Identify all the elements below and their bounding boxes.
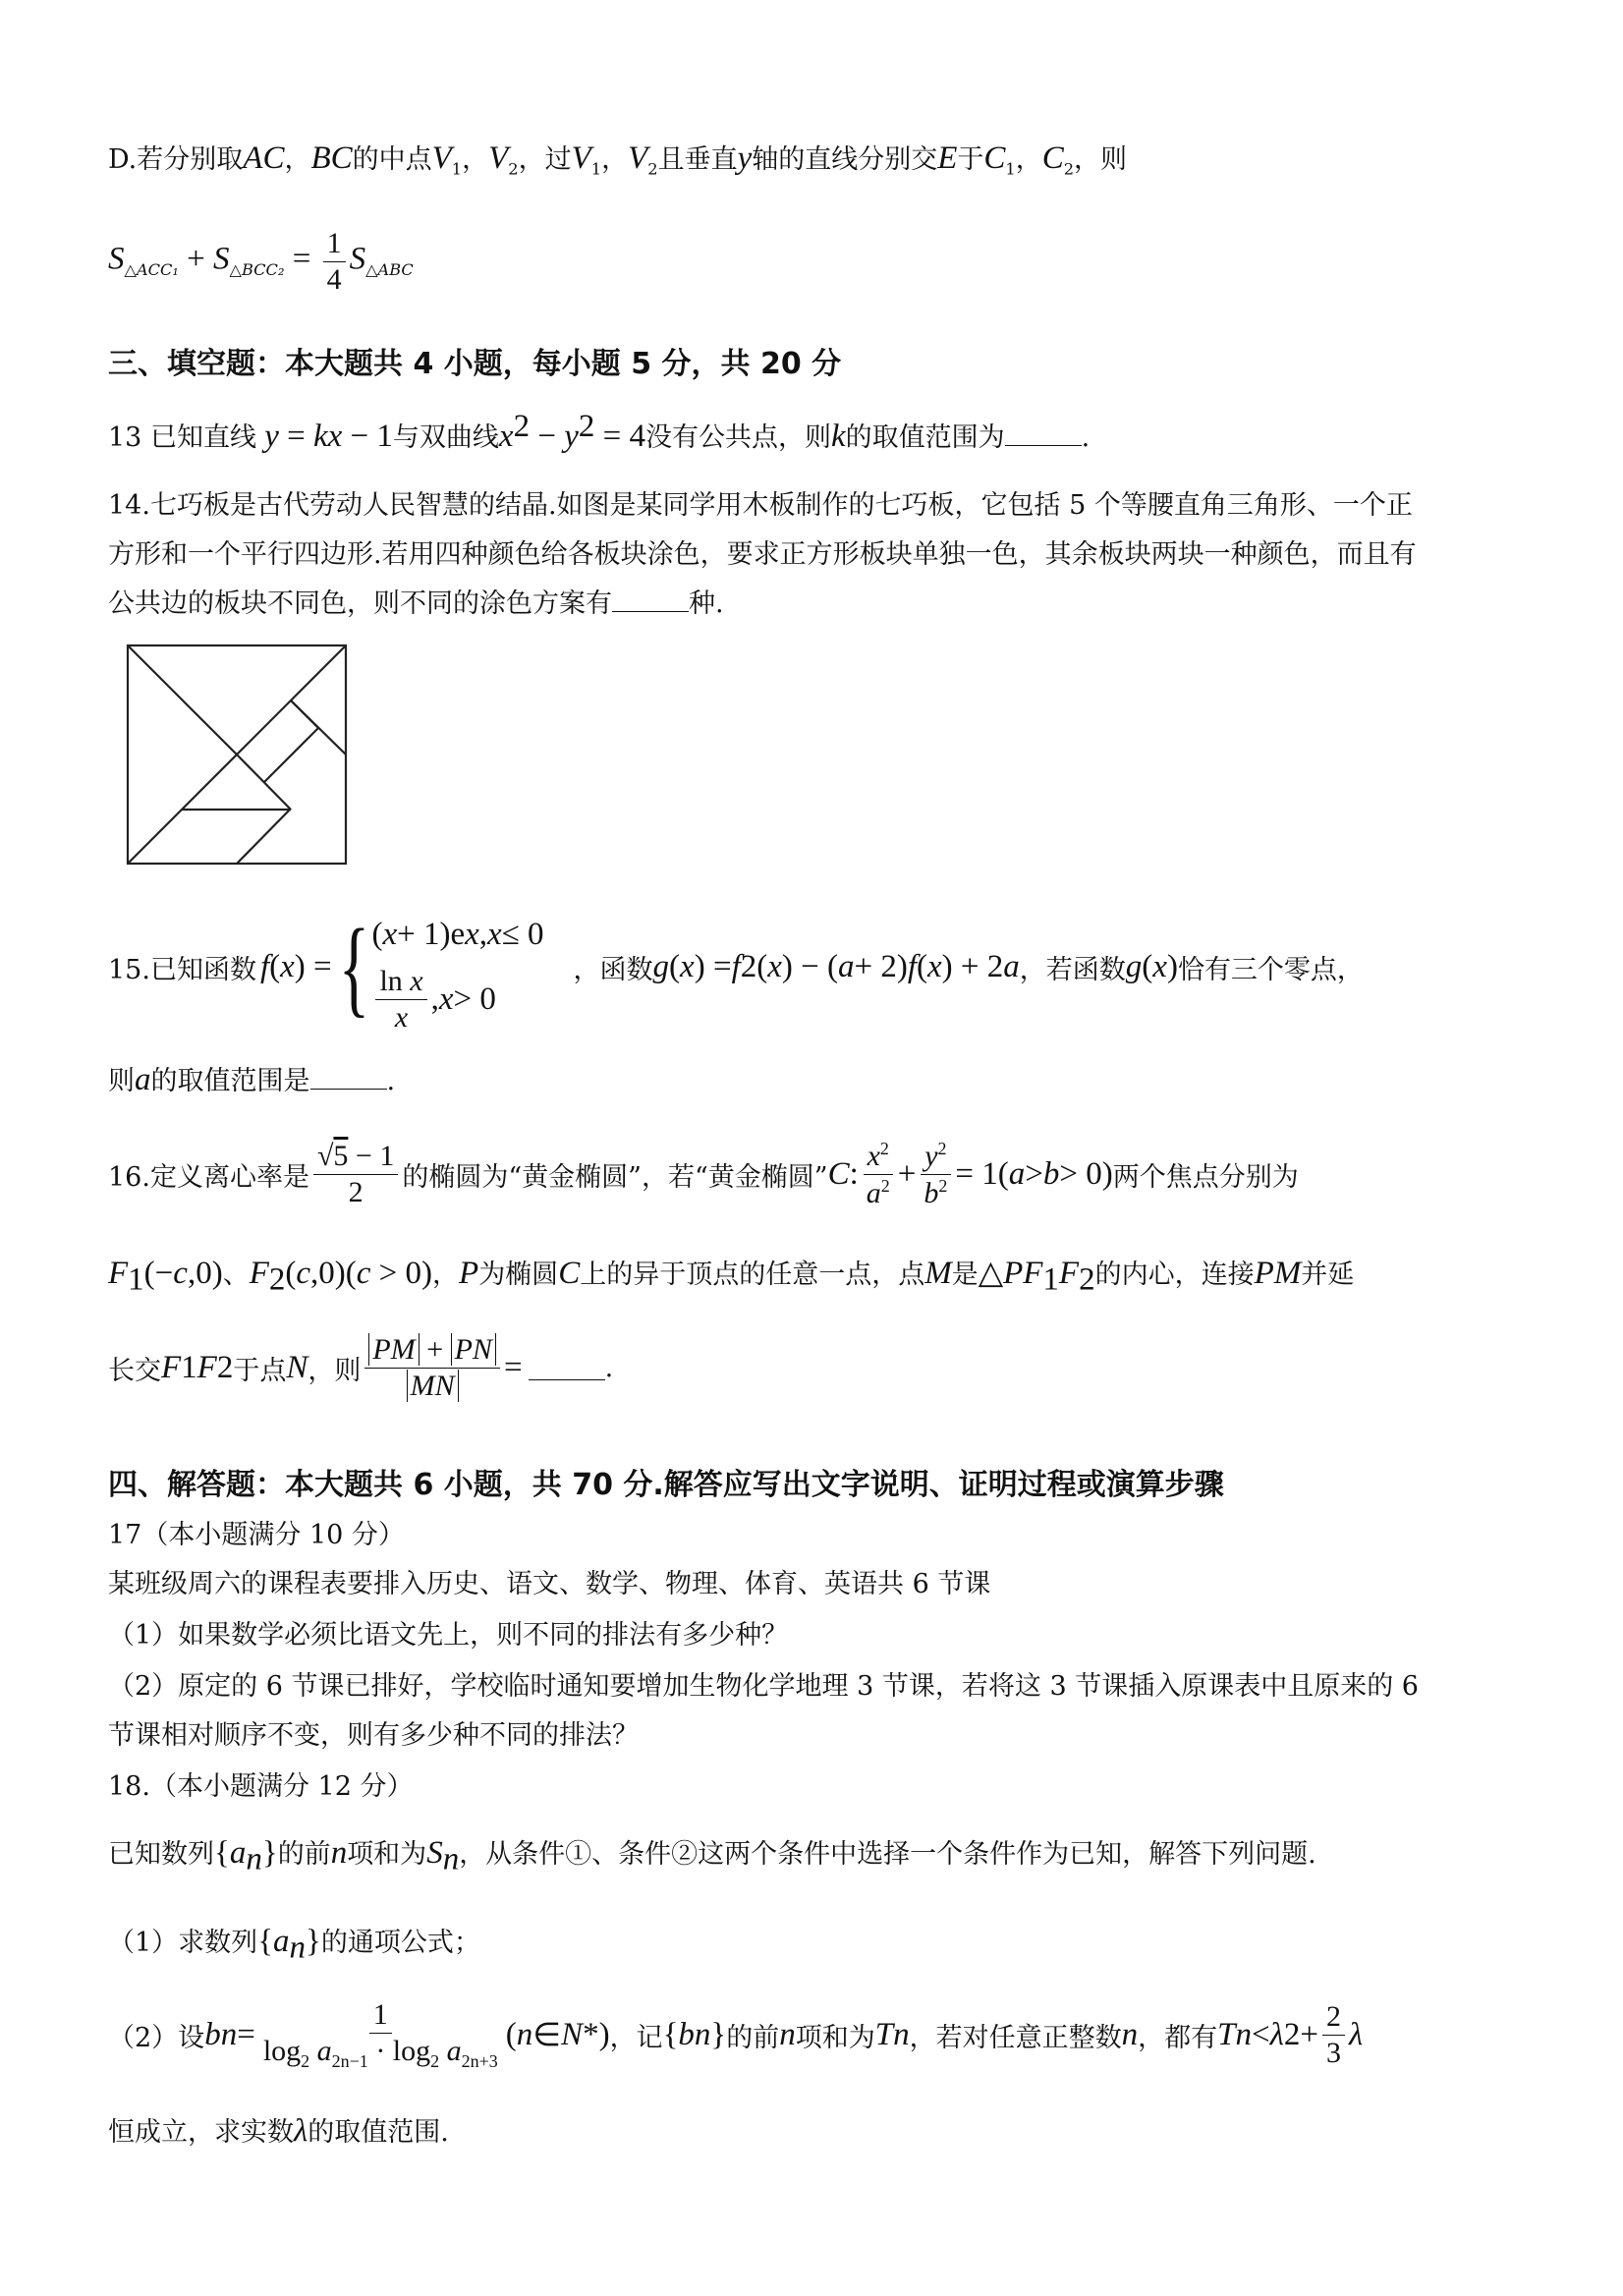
answer-blank[interactable] <box>310 1065 387 1090</box>
question-17-part2-line1: （2）原定的 6 节课已排好，学校临时通知要增加生物化学地理 3 节课，若将这 3 节课插入原课表中且原来的 6 <box>108 1671 1419 1702</box>
question-14-line3: 公共边的板块不同色，则不同的涂色方案有 种. <box>108 588 724 619</box>
tangram-square-edge-2 <box>264 728 318 782</box>
question-14-line2: 方形和一个平行四边形.若用四种颜色给各板块涂色，要求正方形板块单独一色，其余板块两块一种颜色，而且有 <box>108 539 1417 570</box>
tangram-square-edge-1 <box>291 700 318 728</box>
question-16-line3: 长交 F 1 F 2 于点 N ，则 $\frac{PM + PN}{MN}$ = . <box>108 1333 614 1402</box>
question-17-part1: （1）如果数学必须比语文先上，则不同的排法有多少种？ <box>108 1620 789 1651</box>
option-d-formula: $S_{\triangle ACC_1} + S_{\triangle BCC_2}$ = $\frac{1}{4}$ $S_{\triangle ABC}$ <box>108 227 414 296</box>
question-18-tail: 恒成立，求实数λ的取值范围. <box>108 2113 449 2149</box>
question-14-line1: 14.七巧板是古代劳动人民智慧的结晶.如图是某同学用木板制作的七巧板，它包括 5 个等腰直角三角形、一个正 <box>108 490 1413 521</box>
question-17-part2-line2: 节课相对顺序不变，则有多少种不同的排法？ <box>108 1720 639 1751</box>
question-15-line1: 15.已知函数 f ( x ) = { ( x + 1)e x , x ≤ 0 $\frac{\text{ln x}}{x}$ , x > 0 ，函数 g ( x ) = f 2 ( x ) − ( a + 2) f ( x ) + 2 a ，若函数 g ( x ) 恰有三个零点， <box>108 902 1364 1032</box>
answer-blank[interactable] <box>1005 421 1082 446</box>
question-16-line1: 16.定义离心率是 $\frac{√5 - 1}{2}$ 的椭圆为“黄金椭圆”，若“黄金椭圆” C : $\frac{x^2}{a^2}$ + $\frac{y^2}{b^2}$ = 1( a > b > 0) 两个焦点分别为 <box>108 1139 1299 1209</box>
answer-blank[interactable] <box>612 588 689 612</box>
section3-title: 三、填空题：本大题共 4 小题，每小题 5 分，共 20 分 <box>108 347 842 381</box>
question-18-stem: 已知数列$\{a_n\}$的前n项和为$S_n$，从条件①、条件②这两个条件中选择一个条件作为已知，解答下列问题. <box>108 1835 1316 1877</box>
section4-title: 四、解答题：本大题共 6 小题，共 70 分.解答应写出文字说明、证明过程或演算步骤 <box>108 1468 1224 1502</box>
tangram-bottom-diagonal <box>237 809 291 864</box>
question-17-stem: 某班级周六的课程表要排入历史、语文、数学、物理、体育、英语共 6 节课 <box>108 1569 991 1599</box>
option-d-line1: D.若分别取AC，BC的中点$V_1$，$V_2$，过$V_1$，$V_2$且垂直y轴的直线分别交E于$C_1$，$C_2$，则 <box>108 140 1128 179</box>
question-15-line2: 则a的取值范围是 . <box>108 1062 396 1097</box>
tangram-diagonal-left <box>128 645 237 755</box>
question-18-part1: （1）求数列$\{a_n\}$的通项公式； <box>108 1924 480 1966</box>
tangram-figure <box>126 644 350 868</box>
question-13: 13 已知直线 y = kx − 1与双曲线$x^2 - y^2 = 4$没有公共点，则k的取值范围为 . <box>108 409 1091 454</box>
question-18-part2: （2）设 b n = $\frac{1}{\log_2 a_{2n-1} \cdot \log_2 a_{2n+3}}$ ( n ∈ N *) ，记 { b n } 的前 n 项和为 T n ，若对任意正整数 n ，都有 T n < λ 2 + $\frac{2}{3}$ λ <box>108 1998 1364 2071</box>
question-16-line2: $F_1(-c,0)$、$F_2(c,0)(c > 0)$，P为椭圆C上的异于顶点的任意一点，点M是$\triangle PF_1F_2$的内心，连接PM并延 <box>108 1256 1355 1298</box>
question-18-heading: 18.（本小题满分 12 分） <box>108 1771 414 1802</box>
piecewise-function: ( x + 1)e x , x ≤ 0 $\frac{\text{ln x}}{x}$ , x > 0 <box>371 916 544 1034</box>
answer-blank[interactable] <box>529 1355 605 1379</box>
question-17-heading: 17（本小题满分 10 分） <box>108 1520 405 1550</box>
